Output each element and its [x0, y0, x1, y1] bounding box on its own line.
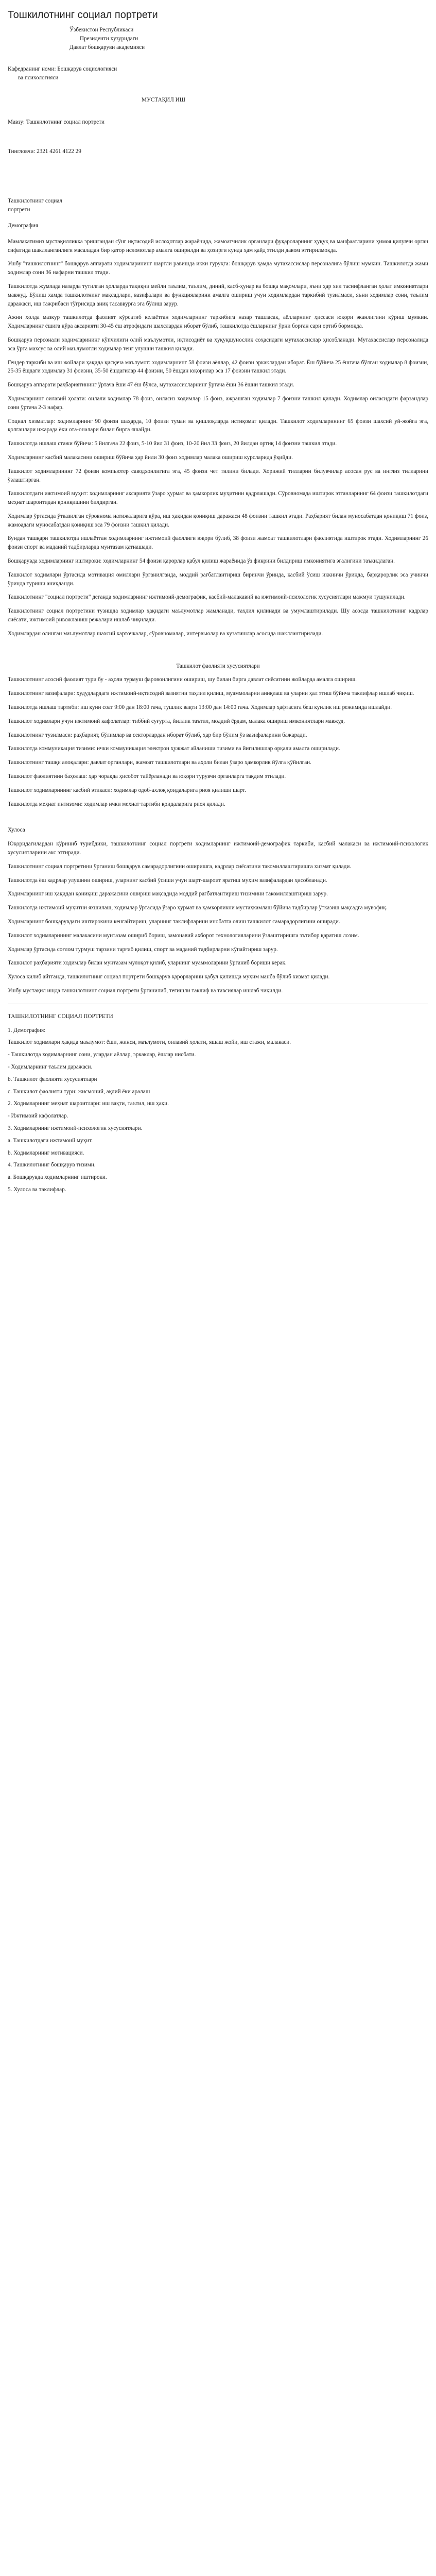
intro-paragraph: Ходимлардан олинган маълумотлар шахсий карточкалар, сўровномалар, интервьюлар ва кузатишлар асосида шакллантирилади.: [8, 630, 323, 637]
activity-paragraph: Ташкилотнинг вазифалари: ҳудудлардаги ижтимоий-иқтисодий вазиятни таҳлил қилиш, муаммоларни аниқлаш ва уларни ҳал этиш бўйича таклифлар ишлаб чиқиш.: [8, 690, 414, 697]
outline-title: ТАШКИЛОТНИНГ СОЦИАЛ ПОРТРЕТИ: [8, 1013, 113, 1020]
intro-paragraph: Ташкилотнинг "социал портрети" деганда ходимларнинг ижтимоий-демографик, касбий-малакавий ва ижтимоий-психологик хусусиятлари мажмуи тушунилади.: [8, 594, 406, 601]
conclusion-paragraph: Ташкилотнинг социал портретини ўрганиш бошқарув самарадорлигини оширишга, кадрлар сиёсатини такомиллаштиришга хизмат қилади.: [8, 863, 352, 870]
plan-heading: [8, 197, 428, 230]
intro-paragraph: Ушбу "ташкилотнинг" бошқарув аппарати ходимларининг шартли равишда икки гуруҳга: бошқарув ҳамда мутахассислар персоналига бўлиш мумкин. Ташкилотда жами ходимлар сони 36 нафарни ташкил этади.: [8, 261, 428, 276]
conclusion-paragraph: Ходимлар ўртасида соғлом турмуш тарзини тарғиб қилиш, спорт ва маданий тадбирларни кўпайтириш зарур.: [8, 946, 278, 953]
intro-paragraph: Ташкилотдаги ижтимоий муҳит: ходимларнинг аксарияти ўзаро ҳурмат ва ҳамкорлик муҳитини қадрлашади. Сўровномада иштирок этганларнинг 64 фоизи ташкилотдаги меҳнат шароитидан қониқишини билдирган.: [8, 490, 428, 506]
intro-paragraph: Бошқарув персонали ходимларининг кўпчилиги олий маълумотли, иқтисодиёт ва ҳуқуқшунослик соҳасидаги мутахассислар ҳисобланади. Мутахассислар персоналида эса ўрта махсус ва олий маълумотли ходимлар тенг улушни ташкил қилади.: [8, 336, 428, 352]
conclusion-paragraph: Ходимларнинг бошқарувдаги иштирокини кенгайтириш, уларнинг таклифларини инобатга олиш ташкилот самарадорлигини оширади.: [8, 919, 340, 925]
intro-section: [8, 238, 428, 638]
conclusion-paragraph: Ташкилотда ёш кадрлар улушини ошириш, уларнинг касбий ўсиши учун шарт-шароит яратиш муҳим вазифалардан ҳисобланади.: [8, 877, 327, 884]
intro-paragraph: Ташкилот ходимлари ўртасида мотивация омиллари ўрганилганда, моддий рағбатлантириш биринчи ўринда, касбий ўсиш иккинчи ўринда, барқарорлик эса учинчи ўринда туриши аниқланди.: [8, 571, 428, 587]
intro-paragraph: Ходимларнинг оилавий ҳолати: оилали ходимлар 78 фоиз, оиласиз ходимлар 15 фоиз, ажрашган ходимлар 7 фоизни ташкил қилади. Ходимлар оиласидаги фарзандлар сони ўртача 2-3 нафар.: [8, 395, 428, 411]
document-page: [0, 0, 436, 1203]
republic-line: Ўзбекистон Республикаси: [69, 27, 134, 33]
topic-line: Мавзу: Ташкилотнинг социал портрети: [8, 118, 105, 125]
activity-paragraph: Ташкилот ходимлари учун ижтимоий кафолатлар: тиббий суғурта, йиллик таътил, моддий ёрдам, малака ошириш имкониятлари мавжуд.: [8, 718, 345, 724]
outline-item: c. Ташкилот фаолияти тури: жисмоний, ақлий ёки аралаш: [8, 1088, 150, 1095]
outline-item: Ташкилот ходимлари ҳақида маълумот: ёши, жинси, маълумоти, оилавий ҳолати, яшаш жойи, иш стажи, малакаси.: [8, 1039, 291, 1046]
outline-list: [8, 1026, 428, 1194]
president-line: Президенти ҳузуридаги: [80, 35, 138, 42]
conclusion-paragraph: Юқоридагилардан кўриниб турибдики, ташкилотнинг социал портрети ходимларнинг ижтимоий-демографик таркиби, касбий малакаси ва ижтимоий-психологик хусусиятларини акс эттиради.: [8, 841, 428, 856]
conclusion-paragraph: Ташкилот раҳбарияти ходимлар билан мунтазам мулоқот қилиб, уларнинг муаммоларини ўрганиб бориши керак.: [8, 960, 287, 967]
outline-item: - Ходимларнинг таълим даражаси.: [8, 1063, 93, 1070]
plan-title-2: портрети: [8, 207, 30, 213]
intro-paragraph: Бошқарувда ходимларнинг иштироки: ходимларнинг 54 фоизи қарорлар қабул қилиш жараёнида ўз фикрини билдириш имкониятига эгалигини таъкидлаган.: [8, 558, 395, 565]
activity-paragraph: Ташкилотнинг ташқи алоқалари: давлат органлари, жамоат ташкилотлари ва аҳоли билан ўзаро ҳамкорлик йўлга қўйилган.: [8, 759, 311, 766]
outline-item: b. Ходимларнинг мотивацияси.: [8, 1149, 84, 1156]
institution-header: [8, 26, 428, 52]
activity-paragraph: Ташкилотда ишлаш тартиби: иш куни соат 9:00 дан 18:00 гача, тушлик вақти 13:00 дан 14:00 гача. Ходимлар ҳафтасига беш кунлик иш режимида ишлайди.: [8, 704, 392, 711]
intro-paragraph: Ходимларнинг касбий малакасини ошириш бўйича ҳар йили 30 фоиз ходимлар малака ошириш курсларида ўқийди.: [8, 454, 293, 461]
outline-item: 1. Демография:: [8, 1027, 46, 1033]
intro-paragraph: Ташкилотда жумлада назарда тутилган ҳолларда тақиқни мейли таълим, таълим, диний, касб-ҳунар ва бошқа мақомлари, яъни ҳар хил таснифланган ҳолат имкониятлари мавжуд. Бўлиш хамда ташкилотнинг мақсадлари, вазифалари ва функцияларини амалга ошириш учун ходимлардан таркибий тузилмаси, яъни ходимлар сони, таълим даражаси, иш тажрибаси тўғрисида аниқ тасаввурга эга бўлиш зарур.: [8, 283, 428, 307]
department-line-1: Кафедранинг номи: Бошқарув социологияси: [8, 66, 117, 73]
outline-item: 4. Ташкилотнинг бошқарув тизими.: [8, 1162, 96, 1168]
outline-item: 2. Ходимларнинг меҳнат шароитлари: иш вақти, таътил, иш ҳақи.: [8, 1100, 169, 1107]
department-block: [8, 65, 428, 82]
conclusion-paragraph: Ушбу мустақил ишда ташкилотнинг социал портрети ўрганилиб, тегишли таклиф ва тавсиялар ишлаб чиқилди.: [8, 987, 283, 994]
conclusion-section: [8, 840, 428, 995]
intro-paragraph: Гендер таркиби ва иш жойлари ҳақида қисқача маълумот: ходимларнинг 58 фоизи аёллар, 42 фоизи эркаклардан иборат. Ёш бўйича 25 ёшгача бўлган ходимлар 8 фоизни, 25-35 ёшдаги ходимлар 31 фоизни, 35-50 ёшдагилар 44 фоизни, 50 ёшдан юқорилар эса 17 фоизни ташкил этади.: [8, 359, 428, 375]
academy-line: Давлат бошқаруви академияси: [69, 44, 145, 50]
student-line: Тингловчи: 2321 4261 4122 29: [8, 148, 81, 155]
activity-section: [8, 675, 428, 808]
intro-paragraph: Ажни ҳолда мазкур ташкилотда фаолият кўрсатиб келаётган ходимларнинг таркибига назар ташласак, аёлларнинг ҳиссаси юқори эканлигини кўриш мумкин. Ходимларнинг ёшига кўра аксарияти 30-45 ёш атрофидаги шахслардан иборат бўлиб, ташкилотда ёшларнинг ўрни борган сари ортиб бормоқда.: [8, 314, 428, 330]
intro-paragraph: Мамлакатимиз мустақилликка эришгандан сўнг иқтисодий ислоҳотлар жараёнида, жамоатчилик органлари фуқароларнинг ҳуқуқ ва манфаатларини ҳимоя қилувчи орган сифатида шаклланганлиги масаладан бир қатор исломотлар амалга оширилди ва ҳозирги кунда ҳам қайд этилди давом эттирилмоқда.: [8, 238, 428, 253]
outline-item: b. Ташкилот фаолияти хусусиятлари: [8, 1076, 97, 1082]
section2-title: Ташкилот фаолияти хусусиятлари: [176, 663, 260, 669]
outline-item: - Ташкилотда ходимларнинг сони, улардан аёллар, эркаклар, ёшлар нисбати.: [8, 1052, 196, 1058]
activity-paragraph: Ташкилот фаолиятини баҳолаш: ҳар чоракда ҳисобот тайёрланади ва юқори турувчи органларга тақдим этилади.: [8, 773, 286, 780]
intro-paragraph: Бундан ташқари ташкилотда ишлаётган ходимларнинг ижтимоий фаоллиги юқори бўлиб, 38 фоизи жамоат ташкилотлари фаолиятида иштирок этади. Ходимларнинг 26 фоизи спорт ва маданий тадбирларда мунтазам қатнашади.: [8, 535, 428, 551]
activity-paragraph: Ташкилот ходимларининг касбий этикаси: ходимлар одоб-ахлоқ қоидаларига риоя қилиши шарт.: [8, 787, 247, 793]
outline-item: a. Бошқарувда ходимларнинг иштироки.: [8, 1174, 107, 1181]
department-line-2: ва психологияси: [18, 75, 59, 81]
conclusion-paragraph: Ходимларнинг иш ҳақидан қониқиш даражасини ошириш мақсадида моддий рағбатлантириш тизимини такомиллаштириш зарур.: [8, 891, 328, 897]
intro-paragraph: Ташкилотнинг социал портретини тузишда ходимлар ҳақидаги маълумотлар жамланади, таҳлил қилинади ва умумлаштирилади. Шу асосда ташкилотнинг кадрлар сиёсати, ижтимоий ривожланиш режалари ишлаб чиқилади.: [8, 608, 428, 623]
activity-paragraph: Ташкилотнинг асосий фаолият тури бу - аҳоли турмуш фаровонлигини ошириш, шу билан бирга давлат сиёсатини жойларда амалга ошириш.: [8, 676, 357, 683]
conclusion-paragraph: Хулоса қилиб айтганда, ташкилотнинг социал портрети бошқарув қарорларини қабул қилишда муҳим манба бўлиб хизмат қилади.: [8, 974, 330, 980]
conclusion-paragraph: Ташкилот ходимларининг малакасини мунтазам ошириб бориш, замонавий ахборот технологияларини ўзлаштиришга эътибор қаратиш лозим.: [8, 932, 359, 939]
intro-paragraph: Ходимлар ўртасида ўтказилган сўровнома натижаларига кўра, иш ҳақидан қониқиш даражаси 48 фоизни ташкил этади. Раҳбарият билан муносабатдан қониқиш 71 фоиз, жамоадаги муносабатдан қониқиш эса 79 фоизни ташкил қилади.: [8, 513, 428, 528]
outline-item: 3. Ходимларнинг ижтимоий-психологик хусусиятлари.: [8, 1125, 143, 1131]
activity-paragraph: Ташкилотда меҳнат интизоми: ходимлар ички меҳнат тартиби қоидаларига риоя қилади.: [8, 801, 225, 807]
intro-paragraph: Ташкилотда ишлаш стажи бўйича: 5 йилгача 22 фоиз, 5-10 йил 31 фоиз, 10-20 йил 33 фоиз, 20 йилдан ортиқ 14 фоизни ташкил этади.: [8, 440, 337, 447]
work-label: МУСТАҚИЛ ИШ: [142, 96, 185, 103]
intro-paragraph: Социал хизматлар: ходимларнинг 90 фоизи шаҳарда, 10 фоизи туман ва қишлоқларда истиқомат қилади. Ташкилот ходимларининг 65 фоизи шахсий уй-жойга эга, қолганлари ижарада ёки ота-оналари билан бирга яшайди.: [8, 418, 428, 433]
intro-paragraph: Ташкилот ходимларининг 72 фоизи компьютер саводхонлигига эга, 45 фоизи чет тилини билади. Хорижий тилларни билувчилар асосан рус ва инглиз тилларини ўзлаштирган.: [8, 468, 428, 483]
conclusion-paragraph: Ташкилотда ижтимоий муҳитни яхшилаш, ходимлар ўртасида ўзаро ҳурмат ва ҳамкорликни мустаҳкамлаш бўйича тадбирлар ўтказиш мақсадга мувофиқ.: [8, 905, 388, 911]
intro-paragraph: Бошқарув аппарати раҳбариятининг ўртача ёши 47 ёш бўлса, мутахассисларнинг ўртача ёши 36 ёшни ташкил этади.: [8, 382, 294, 388]
outline-item: a. Ташкилотдаги ижтимоий муҳит.: [8, 1137, 93, 1144]
plan-title-1: Ташкилотнинг социал: [8, 198, 63, 205]
activity-paragraph: Ташкилотнинг тузилмаси: раҳбарият, бўлимлар ва секторлардан иборат бўлиб, ҳар бир бўлим ўз вазифаларини бажаради.: [8, 732, 307, 738]
outline-item: 5. Хулоса ва таклифлар.: [8, 1186, 66, 1193]
activity-paragraph: Ташкилотда коммуникация тизими: ички коммуникация электрон ҳужжат айланиши тизими ва йиғилишлар орқали амалга оширилади.: [8, 745, 340, 752]
plan-subtitle: Демография: [8, 222, 38, 229]
conclusion-title: Хулоса: [8, 827, 25, 834]
outline-item: - Ижтимоий кафолатлар.: [8, 1113, 68, 1120]
document-title: Тошкилотнинг социал портрети: [8, 9, 158, 21]
